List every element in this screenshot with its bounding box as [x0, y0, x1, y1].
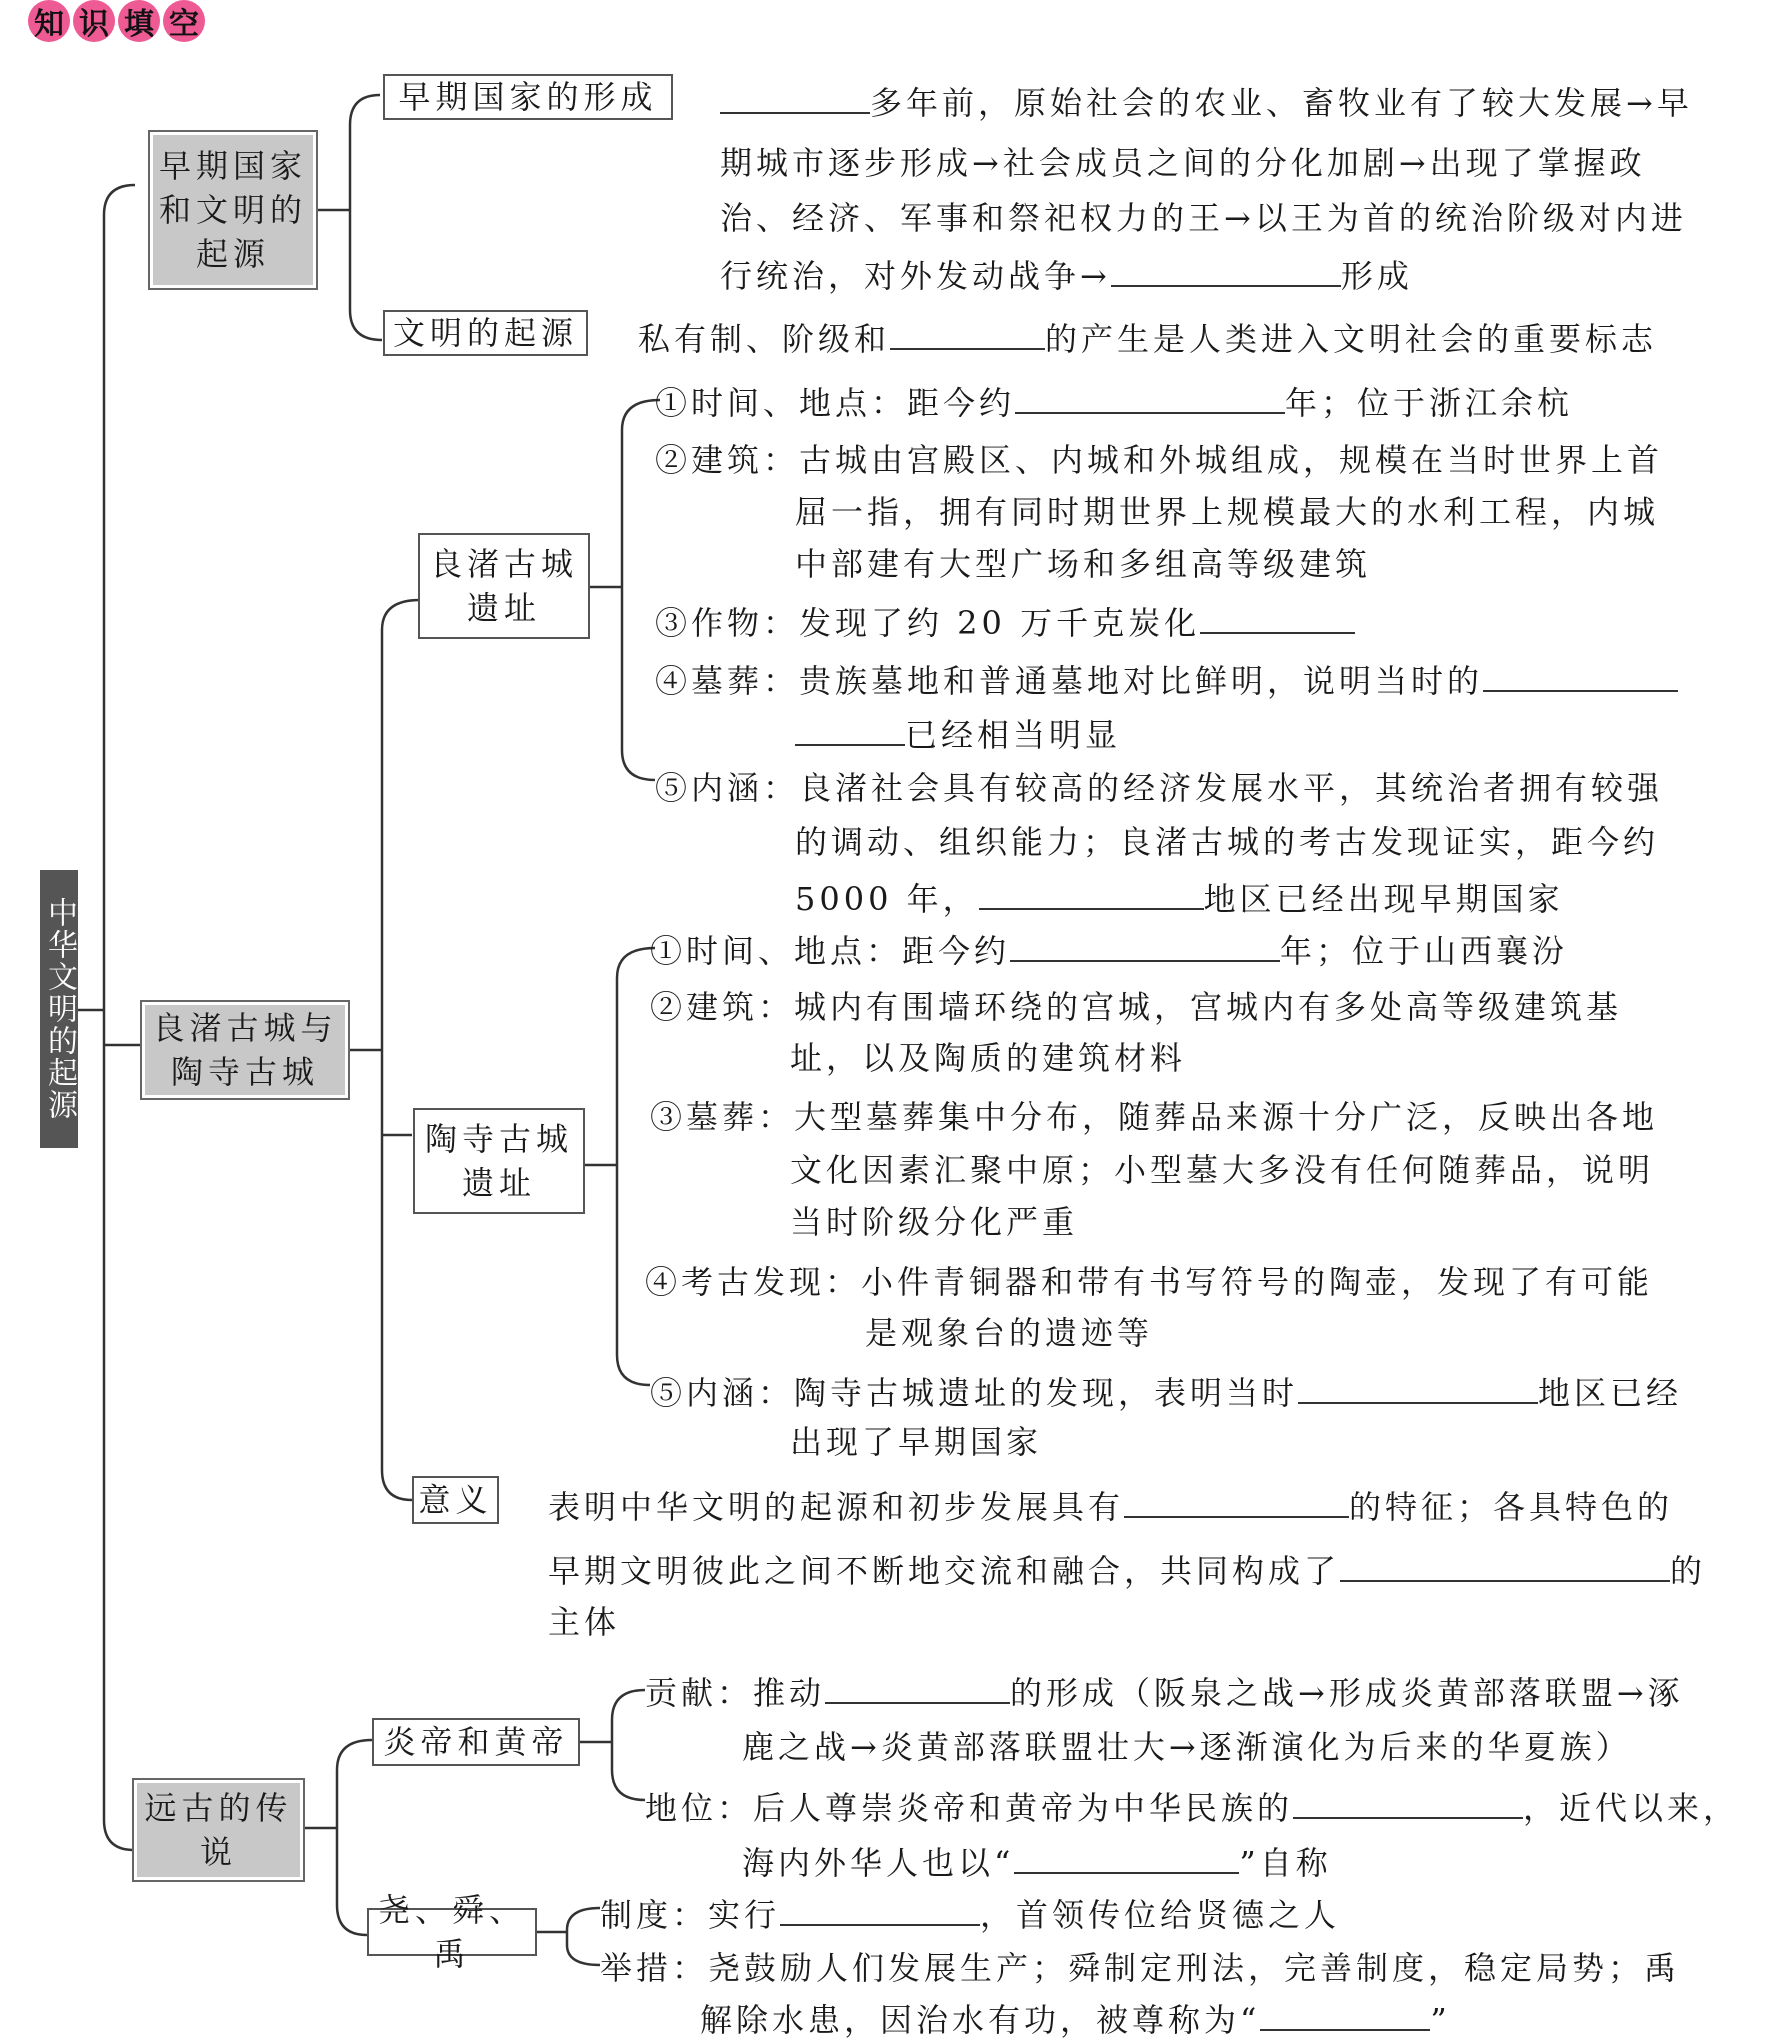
text: 已经相当明显 — [905, 716, 1122, 754]
text: 地区已经出现早期国家 — [1203, 880, 1564, 918]
text: ”自称 — [1239, 1844, 1332, 1882]
fill-blank[interactable] — [1483, 658, 1678, 692]
node-label: 文明的起源 — [392, 313, 578, 352]
fill-blank[interactable] — [1124, 1484, 1349, 1518]
section-legends-title-text: 远古的传说 — [144, 1788, 293, 1871]
text: ，首领传位给贤德之人 — [980, 1896, 1341, 1934]
text: ⑤内涵：陶寺古城遗址的发现，表明当时 — [650, 1374, 1299, 1412]
text: ” — [1430, 2001, 1451, 2039]
text: 的产生是人类进入文明社会的重要标志 — [1045, 320, 1658, 358]
meaning-line-1 — [548, 1484, 1673, 1527]
text: ①时间、地点：距今约 — [650, 932, 1011, 970]
liangzhu-building-line-3: 中部建有大型广场和多组高等级建筑 — [795, 545, 1372, 583]
section-legends-title — [132, 1778, 305, 1882]
yaoshunyu-measures-line-2 — [700, 1997, 1451, 2040]
meaning-line-2 — [548, 1548, 1706, 1591]
liangzhu-building-line-1: ②建筑：古城由宫殿区、内城和外城组成，规模在当时世界上首 — [655, 441, 1664, 479]
section-sites-title-text: 良渚古城与陶寺古城 — [152, 1008, 338, 1091]
taosi-discovery-line-1: ④考古发现：小件青铜器和带有书写符号的陶壶，发现了有可能 — [645, 1263, 1654, 1301]
text: 地区已经 — [1538, 1374, 1683, 1412]
fill-blank[interactable] — [1298, 1370, 1538, 1404]
liangzhu-crop-line — [655, 600, 1355, 643]
text: 海内外华人也以“ — [742, 1844, 1015, 1882]
liangzhu-burial-line-2 — [795, 712, 1121, 755]
taosi-building-line-1: ②建筑：城内有围墙环绕的宫城，宫城内有多处高等级建筑基 — [650, 988, 1623, 1026]
section-sites-title — [140, 1000, 350, 1100]
node-label: 陶寺古城遗址 — [424, 1119, 573, 1202]
yanhuang-position-line-2 — [742, 1840, 1332, 1883]
fill-blank[interactable] — [1293, 1785, 1523, 1819]
text: 解除水患，因治水有功，被尊称为“ — [700, 2001, 1261, 2039]
node-civilization-origin — [383, 310, 588, 356]
text: 的形成（阪泉之战→形成炎黄部落联盟→涿 — [1010, 1674, 1684, 1712]
fill-blank[interactable] — [780, 1892, 980, 1926]
liangzhu-meaning-line-2: 的调动、组织能力；良渚古城的考古发现证实，距今约 — [795, 823, 1660, 861]
text: 行统治，对外发动战争→ — [720, 257, 1111, 295]
taosi-meaning-line-1 — [650, 1370, 1682, 1413]
taosi-meaning-line-2: 出现了早期国家 — [790, 1423, 1043, 1461]
node-yao-shun-yu — [367, 1890, 537, 1973]
yanhuang-contribution-line-1 — [645, 1670, 1684, 1713]
text: 私有制、阶级和 — [638, 320, 891, 358]
fill-blank[interactable] — [825, 1670, 1010, 1704]
formation-line-4 — [720, 253, 1413, 296]
text: 形成 — [1340, 257, 1413, 295]
taosi-burial-line-3: 当时阶级分化严重 — [790, 1203, 1079, 1241]
text: ①时间、地点：距今约 — [655, 384, 1016, 422]
node-taosi-site — [413, 1108, 585, 1214]
yanhuang-contribution-line-2: 鹿之战→炎黄部落联盟壮大→逐渐演化为后来的华夏族） — [742, 1728, 1632, 1766]
text: 年；位于浙江余杭 — [1285, 384, 1574, 422]
taosi-discovery-line-2: 是观象台的遗迹等 — [865, 1314, 1154, 1352]
taosi-building-line-2: 址，以及陶质的建筑材料 — [790, 1039, 1187, 1077]
liangzhu-time-line — [655, 380, 1573, 423]
taosi-burial-line-1: ③墓葬：大型墓葬集中分布，随葬品来源十分广泛，反映出各地 — [650, 1098, 1659, 1136]
text: 制度：实行 — [600, 1896, 781, 1934]
yaoshunyu-system-line — [600, 1892, 1340, 1935]
node-label: 炎帝和黄帝 — [383, 1722, 569, 1761]
text: 5000 年， — [795, 880, 979, 918]
civilization-line — [638, 316, 1657, 359]
badge-char: 识 — [73, 0, 115, 42]
text: ③作物：发现了约 20 万千克炭化 — [655, 604, 1201, 642]
liangzhu-meaning-line-3 — [795, 876, 1564, 919]
fill-blank[interactable] — [795, 712, 905, 746]
badge-char: 知 — [28, 0, 70, 42]
node-label: 早期国家的形成 — [398, 77, 658, 116]
text: 表明中华文明的起源和初步发展具有 — [548, 1488, 1125, 1526]
node-yandi-huangdi — [372, 1718, 580, 1766]
liangzhu-burial-line-1 — [655, 658, 1678, 701]
node-liangzhu-site — [418, 533, 590, 639]
fill-blank[interactable] — [1111, 253, 1341, 287]
node-meaning — [412, 1476, 499, 1524]
node-label: 良渚古城遗址 — [429, 544, 578, 627]
text: 的 — [1670, 1552, 1707, 1590]
text: 年；位于山西襄汾 — [1280, 932, 1569, 970]
text: ，近代以来， — [1523, 1789, 1740, 1827]
yanhuang-position-line-1 — [645, 1785, 1739, 1828]
formation-line-1 — [720, 80, 1693, 123]
section-early-title — [148, 130, 318, 290]
node-label: 意义 — [418, 1480, 493, 1519]
node-label: 尧、舜、禹 — [377, 1890, 526, 1973]
taosi-burial-line-2: 文化因素汇聚中原；小型墓大多没有任何随葬品，说明 — [790, 1151, 1655, 1189]
fill-blank[interactable] — [1260, 1997, 1430, 2031]
formation-line-2: 期城市逐步形成→社会成员之间的分化加剧→出现了掌握政 — [720, 144, 1646, 182]
text: 的特征；各具特色的 — [1349, 1488, 1674, 1526]
formation-line-3: 治、经济、军事和祭祀权力的王→以王为首的统治阶级对内进 — [720, 199, 1687, 237]
fill-blank[interactable] — [1010, 928, 1280, 962]
badge-char: 空 — [163, 0, 205, 42]
taosi-time-line — [650, 928, 1568, 971]
root-title: 中华文明的起源 — [40, 870, 78, 1148]
text: 贡献：推动 — [645, 1674, 826, 1712]
text: ④墓葬：贵族墓地和普通墓地对比鲜明，说明当时的 — [655, 662, 1484, 700]
text: 多年前，原始社会的农业、畜牧业有了较大发展→早 — [870, 84, 1693, 122]
fill-blank[interactable] — [1200, 600, 1355, 634]
text: 早期文明彼此之间不断地交流和融合，共同构成了 — [548, 1552, 1341, 1590]
fill-blank[interactable] — [720, 80, 870, 114]
text: 地位：后人尊崇炎帝和黄帝为中华民族的 — [645, 1789, 1294, 1827]
fill-blank[interactable] — [1340, 1548, 1670, 1582]
fill-blank[interactable] — [1015, 380, 1285, 414]
node-early-state-formation — [383, 74, 673, 120]
fill-blank[interactable] — [1014, 1840, 1239, 1874]
liangzhu-meaning-line-1: ⑤内涵：良渚社会具有较高的经济发展水平，其统治者拥有较强 — [655, 769, 1664, 807]
yaoshunyu-measures-line-1: 举措：尧鼓励人们发展生产；舜制定刑法，完善制度，稳定局势；禹 — [600, 1949, 1681, 1987]
liangzhu-building-line-2: 屈一指，拥有同时期世界上规模最大的水利工程，内城 — [795, 493, 1660, 531]
badge-char: 填 — [118, 0, 160, 42]
section-early-title-text: 早期国家和文明的起源 — [158, 146, 307, 274]
fill-blank[interactable] — [890, 316, 1045, 350]
meaning-line-3: 主体 — [548, 1603, 621, 1641]
fill-blank[interactable] — [979, 876, 1204, 910]
